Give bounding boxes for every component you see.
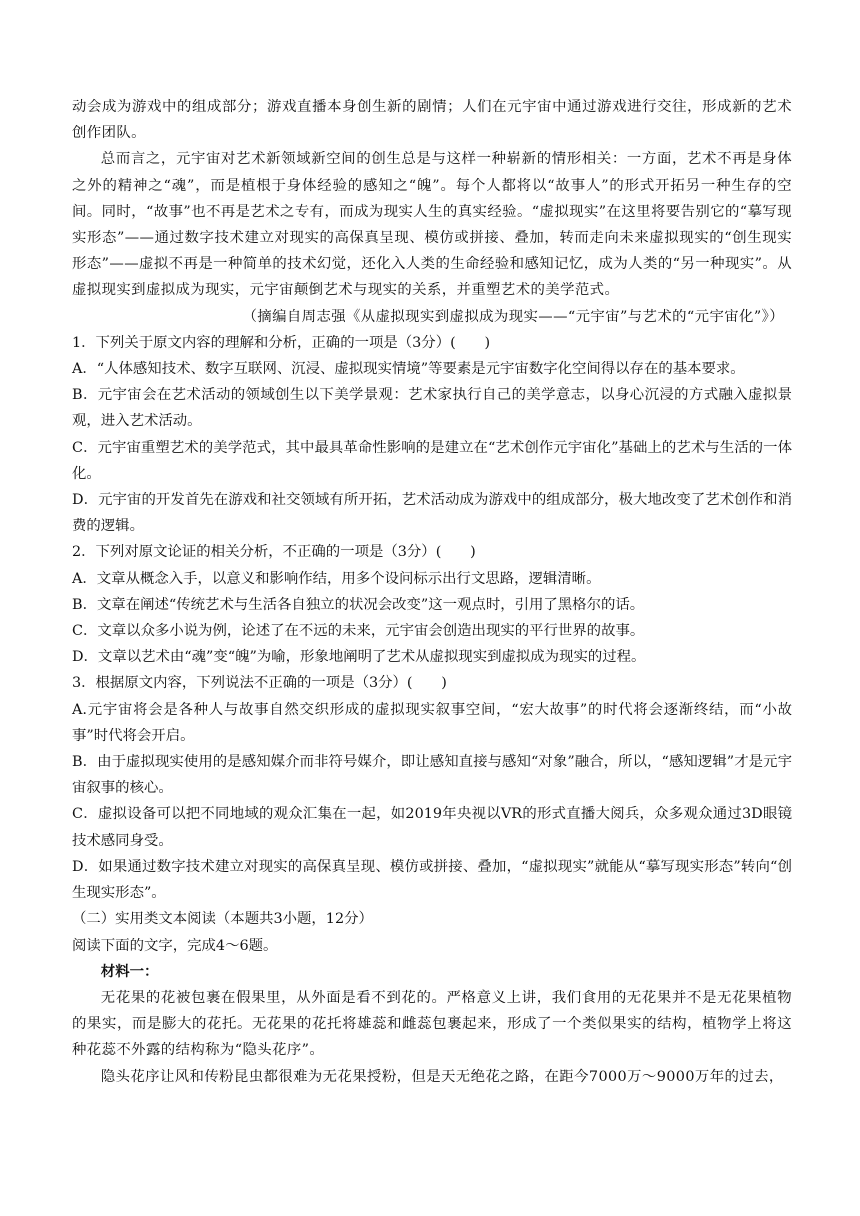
question-option: C．虚拟设备可以把不同地域的观众汇集在一起，如2019年央视以VR的形式直播大阅兵，众多观众通过3D眼镜技术感同身受。 xyxy=(72,806,792,849)
question-stem: 3．根据原文内容，下列说法不正确的一项是（3分）( ) xyxy=(72,675,447,692)
question-stem: 2．下列对原文论证的相关分析，不正确的一项是（3分）( ) xyxy=(72,544,476,561)
section-instruction: 阅读下面的文字，完成4～6题。 xyxy=(72,937,278,954)
material-paragraph: 无花果的花被包裹在假果里，从外面是看不到花的。严格意义上讲，我们食用的无花果并不是无花果植物的果实，而是膨大的花托。无花果的花托将雄蕊和雌蕊包裹起来，形成了一个类似果实的结构，植物学上将这种花蕊不外露的结构称为“隐头花序”。 xyxy=(72,989,792,1059)
question-option: D．文章以艺术由“魂”变“魄”为喻，形象地阐明了艺术从虚拟现实到虚拟成为现实的过程。 xyxy=(72,649,646,666)
question-option: D．如果通过数字技术建立对现实的高保真呈现、模仿或拼接、叠加，“虚拟现实”就能从“摹写现实形态”转向“创生现实形态”。 xyxy=(72,858,792,902)
passage-paragraph: 动会成为游戏中的组成部分；游戏直播本身创生新的剧情；人们在元宇宙中通过游戏进行交往，形成新的艺术创作团队。 xyxy=(72,99,792,142)
question-option: C．元宇宙重塑艺术的美学范式，其中最具革命性影响的是建立在“艺术创作元宇宙化”基础上的艺术与生活的一体化。 xyxy=(72,439,792,482)
source-citation: （摘编自周志强《从虚拟现实到虚拟成为现实——“元宇宙”与艺术的“元宇宙化”》） xyxy=(242,308,784,325)
question-option: A.元宇宙将会是各种人与故事自然交织形成的虚拟现实叙事空间，“宏大故事”的时代将会逐渐终结，而“小故事”时代将会开启。 xyxy=(72,701,792,744)
material-paragraph: 隐头花序让风和传粉昆虫都很难为无花果授粉，但是天无绝花之路，在距今7000万～9000万年的过去， xyxy=(100,1068,784,1085)
material-label: 材料一： xyxy=(100,962,159,980)
section-heading: （二）实用类文本阅读（本题共3小题，12分） xyxy=(72,911,373,928)
question-stem: 1．下列关于原文内容的理解和分析，正确的一项是（3分）( ) xyxy=(72,334,491,351)
question-option: D．元宇宙的开发首先在游戏和社交领域有所开拓，艺术活动成为游戏中的组成部分，极大地改变了艺术创作和消费的逻辑。 xyxy=(72,492,792,535)
passage-paragraph: 总而言之，元宇宙对艺术新领域新空间的创生总是与这样一种崭新的情形相关：一方面，艺术不再是身体之外的精神之“魂”，而是植根于身体经验的感知之“魄”。每个人都将以“故事人”的形式开拓另一种生存的空间。同时，“故事”也不再是艺术之专有，而成为现实人生的真实经验。“虚拟现实”在这里将要告别它的“摹写现实形态”——通过数字技术建立对现实的高保真呈现、模仿或拼接、叠加，转而走向未来虚拟现实的“创生现实形态”——虚拟不再是一种简单的技术幻觉，还化入人类的生命经验和感知记忆，成为人类的“另一种现实”。从虚拟现实到虚拟成为现实，元宇宙颠倒艺术与现实的关系，并重塑艺术的美学范式。 xyxy=(72,151,792,299)
question-option: B．元宇宙会在艺术活动的领域创生以下美学景观：艺术家执行自己的美学意志，以身心沉浸的方式融入虚拟景观，进入艺术活动。 xyxy=(72,387,792,430)
question-option: B．由于虚拟现实使用的是感知媒介而非符号媒介，即让感知直接与感知“对象”融合，所以，“感知逻辑”才是元宇宙叙事的核心。 xyxy=(72,754,792,797)
question-option: A．“人体感知技术、数字互联网、沉浸、虚拟现实情境”等要素是元宇宙数字化空间得以存在的基本要求。 xyxy=(72,361,745,378)
question-option: B．文章在阐述“传统艺术与生活各自独立的状况会改变”这一观点时，引用了黑格尔的话。 xyxy=(72,596,645,613)
question-option: A．文章从概念入手，以意义和影响作结，用多个设问标示出行文思路，逻辑清晰。 xyxy=(72,570,601,587)
exam-page xyxy=(72,94,792,1090)
question-option: C．文章以众多小说为例，论述了在不远的未来，元宇宙会创造出现实的平行世界的故事。 xyxy=(72,623,645,640)
